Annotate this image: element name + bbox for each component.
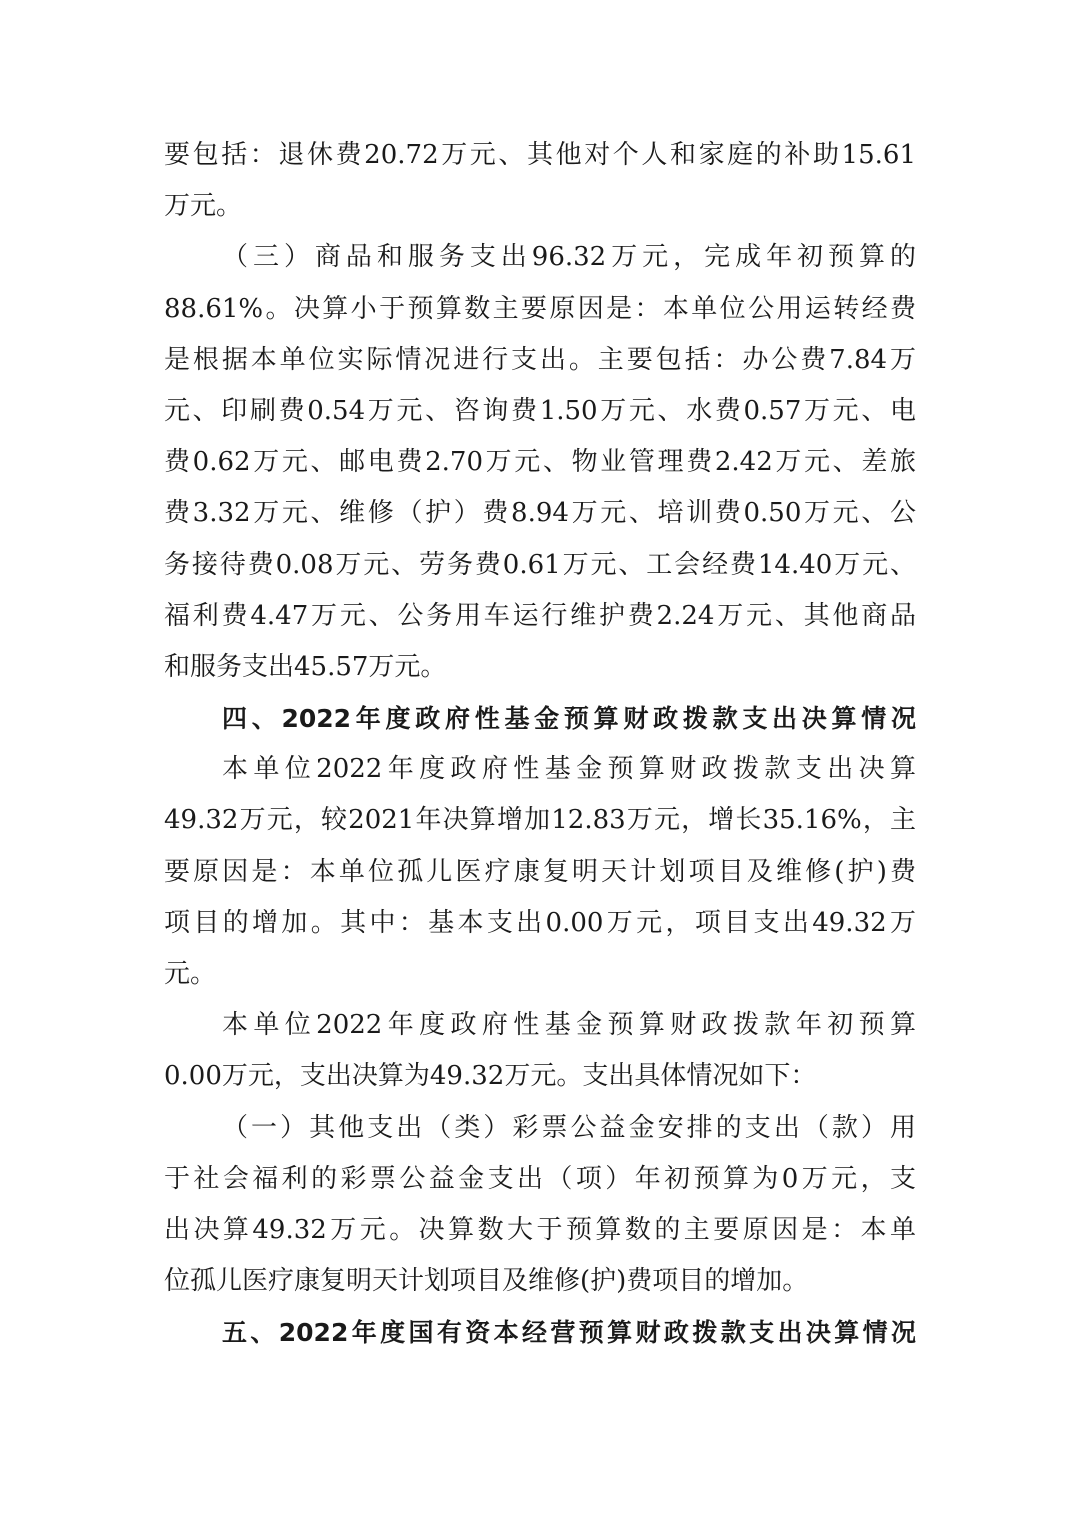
text-line: 49.32万元，较2021年决算增加12.83万元，增长35.16%，主 <box>164 805 916 836</box>
text-line: 本单位2022年度政府性基金预算财政拨款支出决算 <box>222 754 916 785</box>
text-line: 0.00万元，支出决算为49.32万元。支出具体情况如下： <box>164 1061 817 1092</box>
section-heading: 四、2022年度政府性基金预算财政拨款支出决算情况 <box>222 704 916 734</box>
text-line: 出决算49.32万元。决算数大于预算数的主要原因是：本单 <box>164 1214 916 1245</box>
text-line: 费0.62万元、邮电费2.70万元、物业管理费2.42万元、差旅 <box>164 447 916 478</box>
text-line: 福利费4.47万元、公务用车运行维护费2.24万元、其他商品 <box>164 600 916 631</box>
text-line: 元、印刷费0.54万元、咨询费1.50万元、水费0.57万元、电 <box>164 395 916 426</box>
section-heading: 五、2022年度国有资本经营预算财政拨款支出决算情况 <box>222 1318 916 1348</box>
text-line: 88.61%。决算小于预算数主要原因是：本单位公用运转经费 <box>164 293 916 324</box>
text-line: （一）其他支出（类）彩票公益金安排的支出（款）用 <box>222 1112 916 1143</box>
text-line: 费3.32万元、维修（护）费8.94万元、培训费0.50万元、公 <box>164 498 916 529</box>
text-line: 位孤儿医疗康复明天计划项目及维修(护)费项目的增加。 <box>164 1266 809 1297</box>
text-line: 务接待费0.08万元、劳务费0.61万元、工会经费14.40万元、 <box>164 549 916 580</box>
text-line: 要原因是：本单位孤儿医疗康复明天计划项目及维修(护)费 <box>164 856 916 887</box>
text-line: 本单位2022年度政府性基金预算财政拨款年初预算 <box>222 1010 916 1041</box>
document-page <box>164 130 916 1359</box>
text-line: 是根据本单位实际情况进行支出。主要包括：办公费7.84万 <box>164 344 916 375</box>
text-line: （三）商品和服务支出96.32万元，完成年初预算的 <box>222 242 916 273</box>
text-line: 万元。 <box>164 191 243 222</box>
text-line: 项目的增加。其中：基本支出0.00万元，项目支出49.32万 <box>164 907 916 938</box>
text-line: 要包括：退休费20.72万元、其他对个人和家庭的补助15.61 <box>164 140 916 170</box>
text-line: 元。 <box>164 959 217 989</box>
text-line: 和服务支出45.57万元。 <box>164 651 447 682</box>
text-line: 于社会福利的彩票公益金支出（项）年初预算为0万元，支 <box>164 1163 916 1194</box>
